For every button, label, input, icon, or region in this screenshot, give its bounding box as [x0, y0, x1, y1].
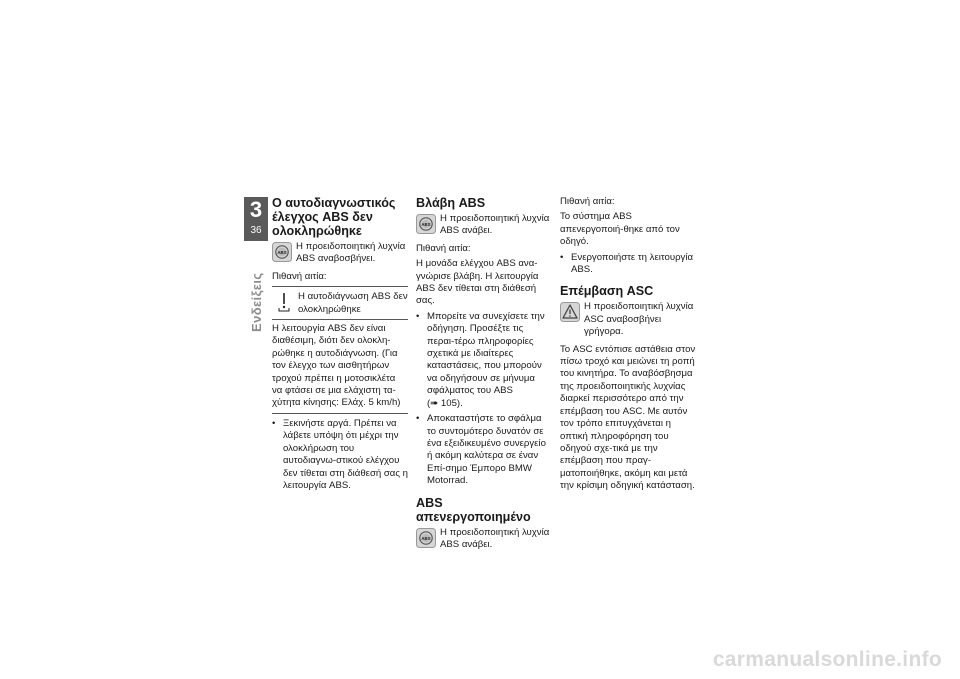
warning-asc-flashing — [560, 301, 696, 338]
cause-label: Πιθανή αιτία: — [560, 196, 615, 207]
abs-warning-lamp-icon — [416, 214, 436, 234]
list-item: • Αποκαταστήστε το σφάλμα το συντομότερο δυνατόν σε ένα εξειδικευμένο συνεργείο ή ακόμη καλύτερα σε έναν Επί-σημο Έμπορο BMW Motorrad. — [416, 413, 552, 487]
chapter-label: Ενδείξεις — [249, 272, 264, 332]
list-item: • Ξεκινήστε αργά. Πρέπει να λάβετε υπόψη ότι μέχρι την ολοκλήρωση του αυτοδιαγνω-στικού ελέγχου δεν τίθεται στη διάθεσή σας η λειτουργία ABS. — [272, 418, 408, 492]
chapter-tab — [244, 197, 268, 241]
cause-label: Πιθανή αιτία: — [272, 270, 327, 282]
asc-warning-triangle-icon — [560, 302, 580, 322]
section-title-abs-self-diagnosis: Ο αυτοδιαγνωστικός έλεγχος ABS δεν ολοκληρώθηκε — [272, 196, 396, 238]
cause-text: Το σύστημα ABS απενεργοποιή-θηκε από τον οδηγό. — [560, 211, 680, 248]
info-box-text: Η λειτουργία ABS δεν είναι διαθέσιμη, διότι δεν ολοκλη-ρώθηκε η αυτοδιάγνωση. (Για τον έλεγχο των αισθητήρων τροχού πρέπει η μοτοσικλέτα να φτάσει σε μια ελάχιστη τα-χύτητα κίνησης: Ελάχ. 5 km/h) — [272, 323, 401, 409]
warning-text: Η προειδοποιητική λυχνία ASC αναβοσβήνει γρήγορα. — [584, 301, 694, 338]
info-box-title: Η αυτοδιάγνωση ABS δεν ολοκληρώθηκε — [298, 291, 408, 315]
page-reference-link[interactable]: (➠ 105). — [427, 397, 463, 409]
chapter-number: 3 — [249, 197, 263, 222]
warning-text: Η προειδοποιητική λυχνία ABS ανάβει. — [440, 213, 550, 237]
column-2 — [416, 196, 552, 556]
svg-text:ABS: ABS — [421, 221, 431, 227]
warning-text: Η προειδοποιητική λυχνία ABS ανάβει. — [440, 526, 550, 550]
section-title-abs-fault: Βλάβη ABS — [416, 196, 486, 210]
list-item — [416, 311, 552, 410]
exclamation-wrench-icon — [276, 292, 292, 312]
warning-text: Η προειδοποιητική λυχνία ABS αναβοσβήνει. — [296, 241, 406, 265]
svg-text:ABS: ABS — [421, 535, 431, 541]
body-text: Το ASC εντόπισε αστάθεια στον πίσω τροχό και μειώνει τη ροπή του κινητήρα. Το αναβόσβησμα της προειδοποιητικής λυχνίας διαρκεί περισσότερο από την επέμβαση του ASC. Με αυτόν τον τρόπο επιτυγχάνεται η οπτική πληροφόρηση του οδηγού σχε-τικά με την επέμβαση που πραγ-ματοποιήθηκε, ακόμη και μετά την κρίσιμη οδηγική κατάσταση. — [560, 343, 696, 492]
list-item-text: Μπορείτε να συνεχίσετε την οδήγηση. Προσέξτε τις περαι-τέρω πληροφορίες σχετικά με ιδιαίτερες καταστάσεις, που μπορούν να οδηγήσουν σε μήνυμα σφάλματος του ABS — [427, 310, 545, 397]
cause-label: Πιθανή αιτία: — [416, 242, 471, 254]
cause-text: Η μονάδα ελέγχου ABS ανα-γνώρισε βλάβη. Η λειτουργία ABS δεν τίθεται στη διάθεσή σας. — [416, 258, 539, 307]
info-box — [272, 286, 408, 414]
column-3 — [560, 196, 696, 496]
info-box-header — [272, 291, 408, 320]
column-1 — [272, 196, 408, 495]
warning-abs-flashing — [272, 241, 408, 266]
warning-abs-lit — [416, 213, 552, 238]
svg-text:ABS: ABS — [277, 249, 287, 255]
page-number: 36 — [250, 225, 262, 236]
warning-abs-lit-disabled — [416, 527, 552, 552]
section-title-abs-disabled: ABS απενεργοποιημένο — [416, 495, 531, 524]
watermark: carmanualsonline.info — [712, 648, 942, 671]
abs-warning-lamp-icon — [272, 242, 292, 262]
list-item: • Ενεργοποιήστε τη λειτουργία ABS. — [560, 252, 696, 277]
abs-warning-lamp-icon — [416, 528, 436, 548]
section-title-asc-intervention: Επέμβαση ASC — [560, 284, 654, 299]
